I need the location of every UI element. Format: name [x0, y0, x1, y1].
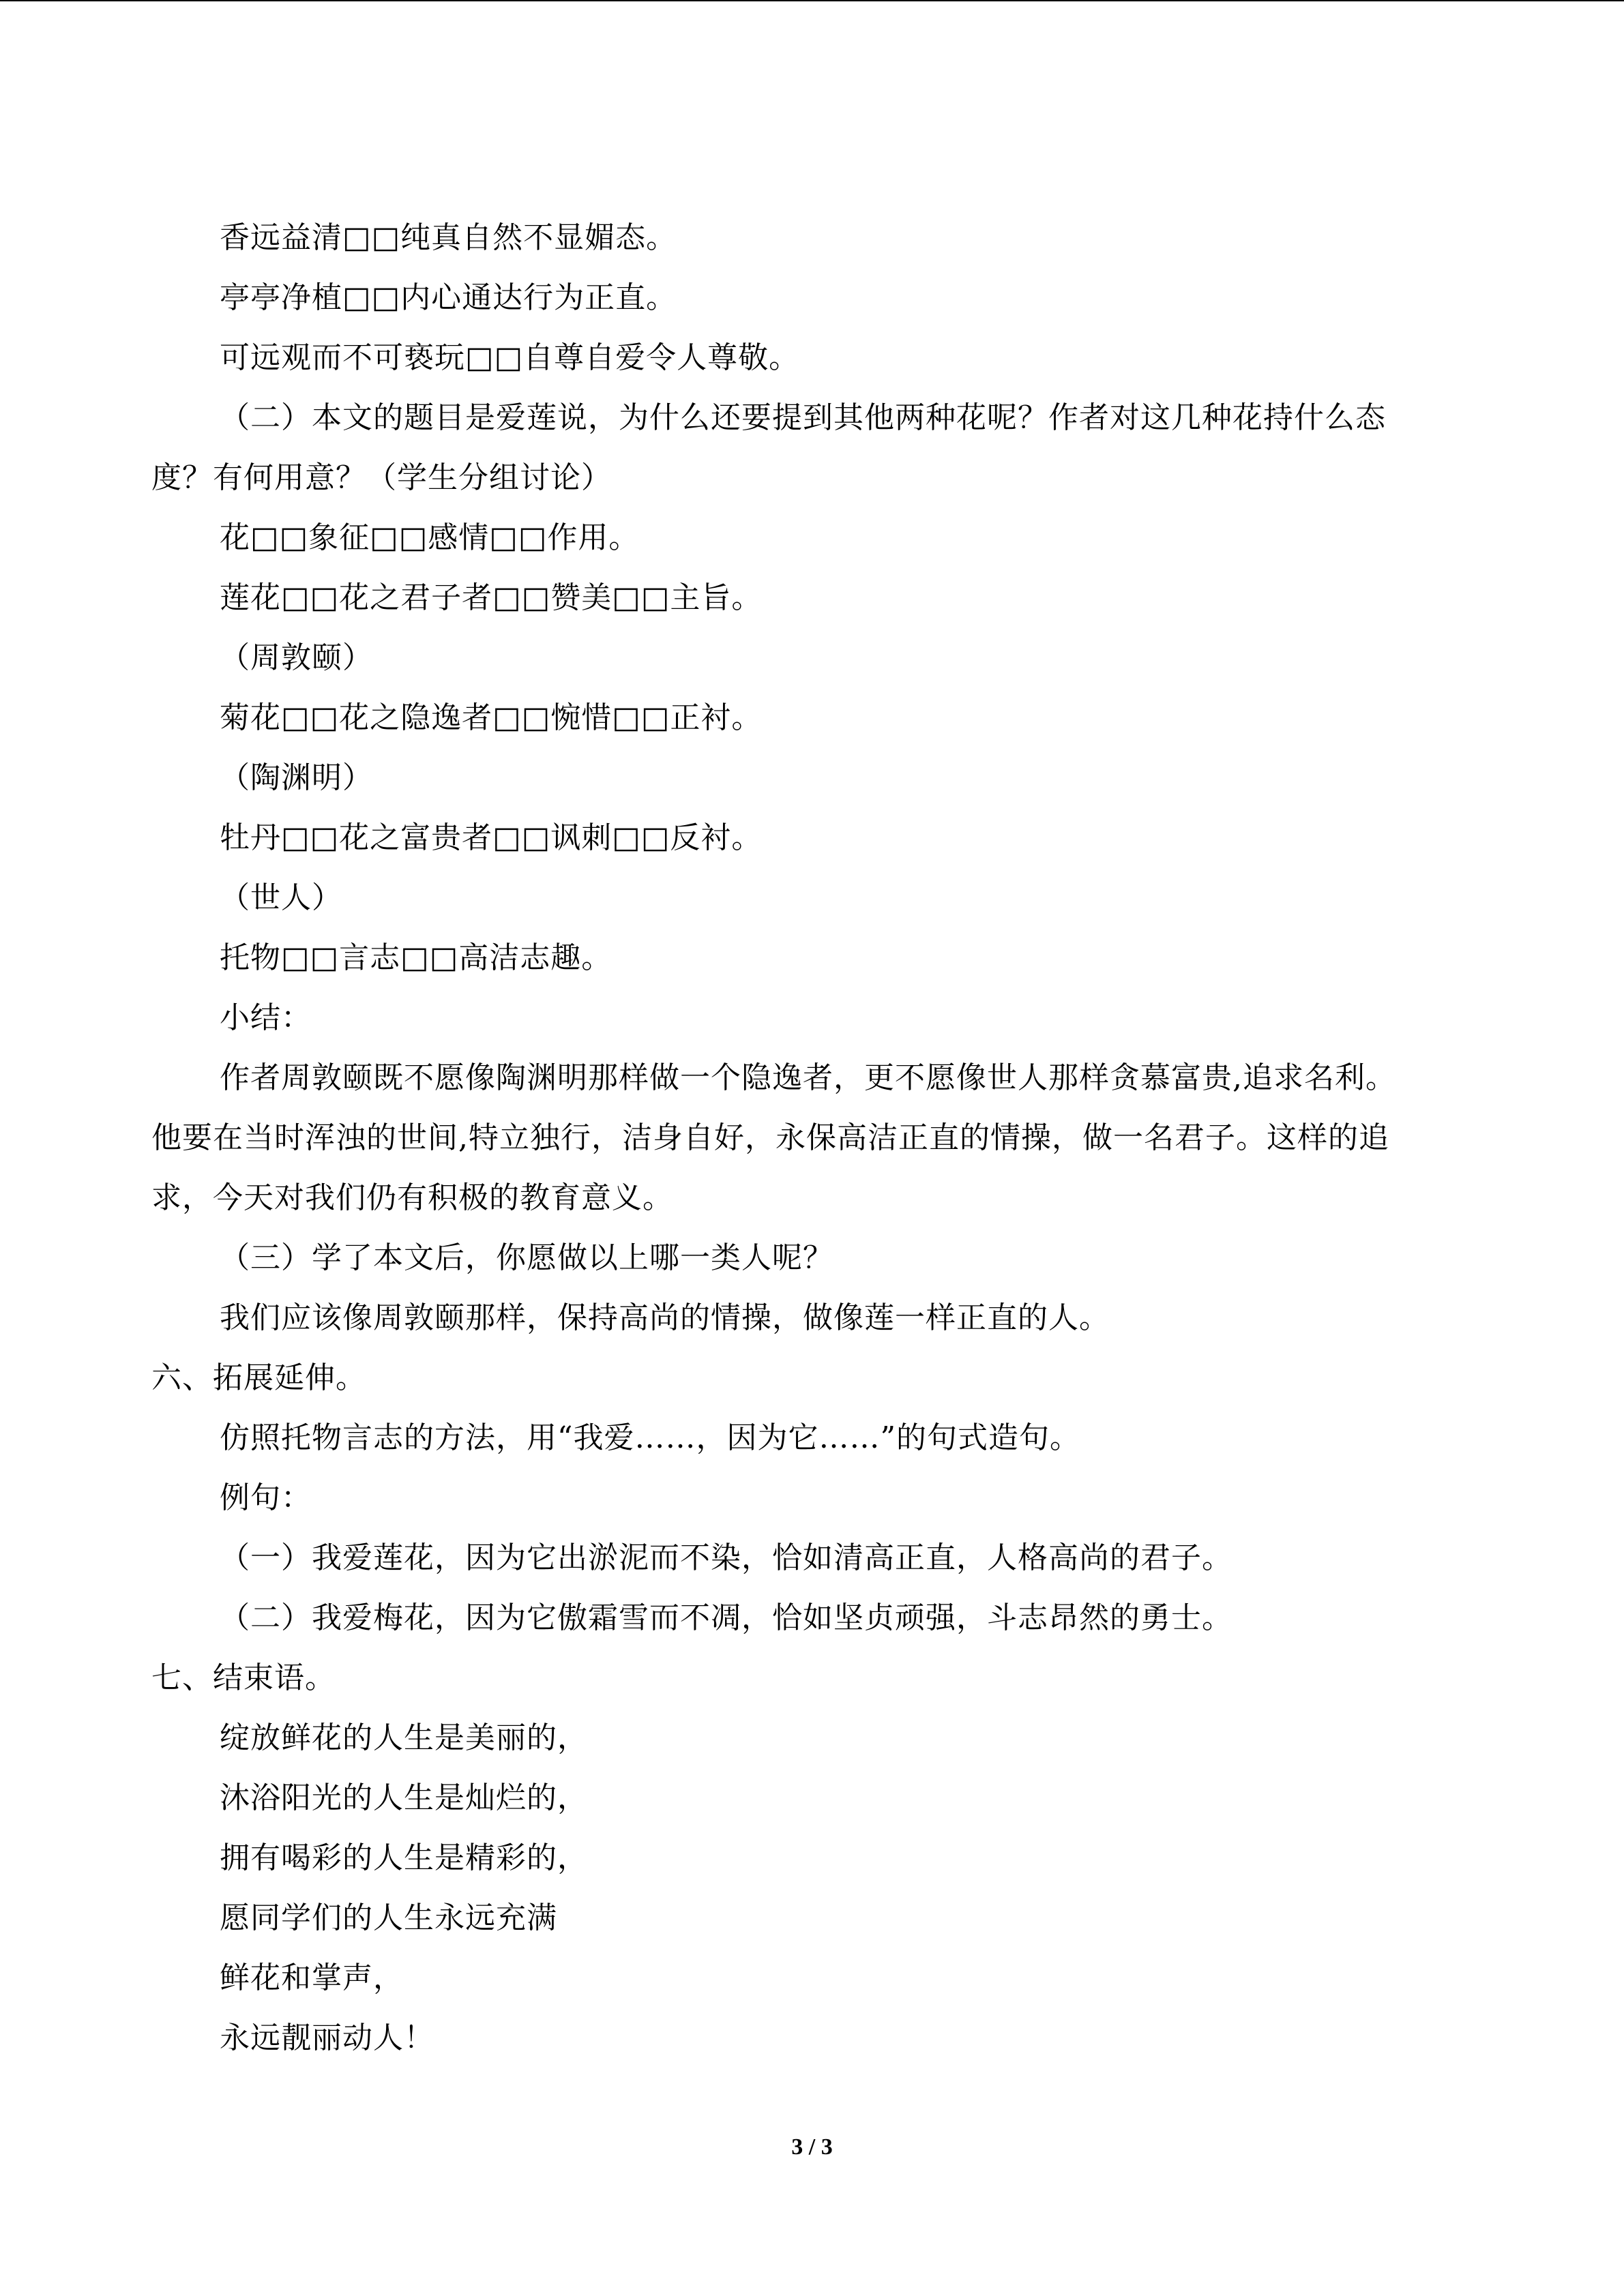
- text-line: （周敦颐）: [220, 640, 373, 675]
- poem-line: 沐浴阳光的人生是灿烂的，: [220, 1780, 588, 1815]
- poem-line: 绽放鲜花的人生是美丽的，: [220, 1720, 588, 1755]
- text-line: 花□□象征□□感情□□作用。: [220, 520, 640, 555]
- question-line: （三）学了本文后，你愿做以上哪一类人呢？: [220, 1240, 833, 1275]
- text-line: 我们应该像周敦颐那样，保持高尚的情操，做像莲一样正直的人。: [220, 1300, 1110, 1335]
- section-heading-conclusion: 七、结束语。: [151, 1660, 336, 1695]
- text-line: 亭亭净植□□内心通达行为正直。: [220, 280, 677, 315]
- section-heading-extension: 六、拓展延伸。: [151, 1360, 366, 1395]
- text-line: 仿照托物言志的方法，用“我爱……，因为它……”的句式造句。: [220, 1420, 1080, 1455]
- text-line: 可远观而不可亵玩□□自尊自爱令人尊敬。: [220, 340, 800, 375]
- text-line: 香远益清□□纯真自然不显媚态。: [220, 220, 677, 255]
- poem-line: 永远靓丽动人！: [220, 2021, 434, 2055]
- question-line-continued: 度？有何用意？（学生分组讨论）: [151, 460, 612, 495]
- example-line: （二）我爱梅花，因为它傲霜雪而不凋，恰如坚贞顽强，斗志昂然的勇士。: [220, 1600, 1232, 1635]
- summary-line: 他要在当时浑浊的世间,特立独行，洁身自好，永保高洁正直的情操，做一名君子。这样的追: [151, 1120, 1389, 1155]
- page-number: 3 / 3: [791, 2134, 833, 2160]
- text-line: 例句：: [220, 1480, 312, 1515]
- text-line: 牡丹□□花之富贵者□□讽刺□□反衬。: [220, 820, 763, 855]
- poem-line: 鲜花和掌声，: [220, 1960, 404, 1995]
- summary-heading: 小结：: [220, 1000, 312, 1035]
- poem-line: 愿同学们的人生永远充满: [220, 1900, 557, 1935]
- question-line: （二）本文的题目是爱莲说，为什么还要提到其他两种花呢？作者对这几种花持什么态: [220, 400, 1386, 435]
- text-line: （陶渊明）: [220, 760, 373, 795]
- summary-line: 作者周敦颐既不愿像陶渊明那样做一个隐逸者，更不愿像世人那样贪慕富贵,追求名利。: [220, 1060, 1396, 1095]
- poem-line: 拥有喝彩的人生是精彩的，: [220, 1840, 588, 1875]
- top-border-line: [0, 0, 1624, 1]
- document-body: [151, 208, 1475, 2068]
- text-line: 莲花□□花之君子者□□赞美□□主旨。: [220, 580, 763, 615]
- example-line: （一）我爱莲花，因为它出淤泥而不染，恰如清高正直，人格高尚的君子。: [220, 1540, 1232, 1575]
- text-line: （世人）: [220, 880, 342, 915]
- summary-line: 求，今天对我们仍有积极的教育意义。: [151, 1180, 673, 1215]
- text-line: 菊花□□花之隐逸者□□惋惜□□正衬。: [220, 700, 763, 735]
- text-line: 托物□□言志□□高洁志趣。: [220, 940, 612, 975]
